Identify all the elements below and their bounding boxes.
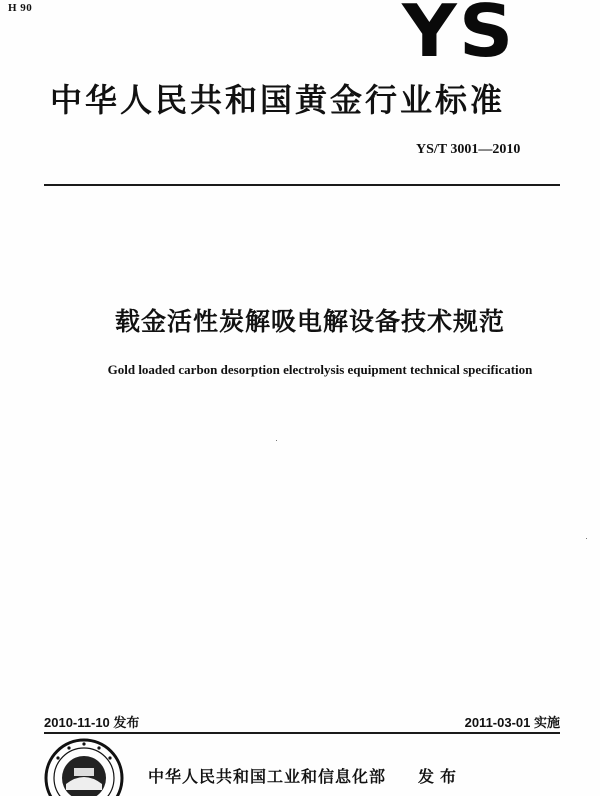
scan-speck bbox=[586, 538, 587, 539]
implementation-date: 2011-03-01 实施 bbox=[464, 715, 560, 730]
document-title-en: Gold loaded carbon desorption electrolysis equipment technical specification bbox=[107, 362, 533, 377]
bottom-divider bbox=[44, 732, 560, 734]
standard-number: YS/T 3001—2010 bbox=[416, 142, 521, 157]
ministry-seal-icon bbox=[44, 738, 124, 796]
ys-logo: YS bbox=[402, 0, 516, 73]
top-divider bbox=[44, 184, 560, 186]
scan-speck bbox=[276, 440, 277, 441]
issue-date: 2010-11-10 发布 bbox=[44, 715, 140, 730]
classification-code: H 90 bbox=[8, 2, 33, 14]
standard-category-title: 中华人民共和国黄金行业标准 bbox=[50, 81, 506, 119]
document-title-zh: 载金活性炭解吸电解设备技术规范 bbox=[114, 307, 505, 336]
issue-label: 发布 bbox=[418, 767, 463, 786]
issuing-authority: 中华人民共和国工业和信息化部 bbox=[148, 767, 387, 786]
